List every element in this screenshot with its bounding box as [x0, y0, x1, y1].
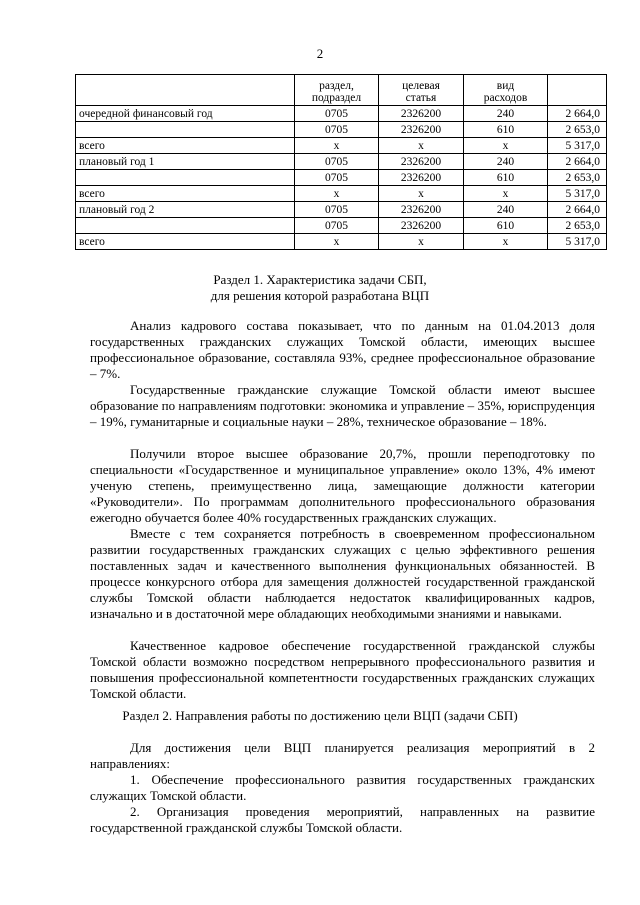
table-cell: x [464, 186, 548, 202]
table-cell: 240 [464, 154, 548, 170]
table-row [76, 186, 607, 202]
table-cell: x [379, 186, 464, 202]
table-cell [76, 170, 295, 186]
paragraph-development-need: Вместе с тем сохраняется потребность в своевременном профессиональном развитии государственных гражданских служащих с целью эффективного решения поставленных задач и качественного выполнения функциональных обязанностей. В процессе конкурсного отбора для замещения должностей государственной гражданской службы Томской области наблюдается недостаток квалифицированных кадров, изначально и в достаточной мере обладающих необходимыми знаниями и навыками. [90, 526, 595, 621]
paragraph-directions-intro: Для достижения цели ВЦП планируется реализация мероприятий в 2 направлениях: [90, 740, 595, 771]
table-row [76, 154, 607, 170]
section-1-title [0, 272, 640, 304]
table-cell: 240 [464, 202, 548, 218]
table-cell: плановый год 2 [76, 202, 295, 218]
table-row [76, 234, 607, 250]
budget-table [75, 74, 607, 250]
table-cell: 2 664,0 [548, 202, 607, 218]
table-cell: x [295, 234, 379, 250]
table-header-cell: раздел, подраздел [295, 75, 379, 106]
table-cell: 0705 [295, 170, 379, 186]
table-cell: плановый год 1 [76, 154, 295, 170]
table-row [76, 218, 607, 234]
table-header-cell [76, 75, 295, 106]
table-row [76, 170, 607, 186]
table-header-cell: целевая статья [379, 75, 464, 106]
table-cell [76, 218, 295, 234]
table-cell: x [295, 138, 379, 154]
paragraph-quality-staffing: Качественное кадровое обеспечение государственной гражданской службы Томской области возможно посредством непрерывного профессионального развития и повышения профессиональной компетентности государственных гражданских служащих Томской области. [90, 638, 595, 701]
section-1-title-line-2: для решения которой разработана ВЦП [210, 288, 430, 303]
list-item-direction-2: 2. Организация проведения мероприятий, направленных на развитие государственной гражданской службы Томской области. [90, 804, 595, 835]
table-cell: 0705 [295, 202, 379, 218]
table-cell: 0705 [295, 218, 379, 234]
table-cell [76, 122, 295, 138]
table-cell: 5 317,0 [548, 138, 607, 154]
table-cell: x [379, 138, 464, 154]
table-cell: 2326200 [379, 154, 464, 170]
table-cell: x [295, 186, 379, 202]
table-header-row [76, 75, 607, 106]
table-cell: 610 [464, 170, 548, 186]
table-cell: 2326200 [379, 218, 464, 234]
paragraph-staff-analysis: Анализ кадрового состава показывает, что по данным на 01.04.2013 доля государственных гражданских служащих Томской области, имеющих высшее профессиональное образование, составляла 93%, среднее профессиональное образование – 7%. [90, 318, 595, 381]
table-cell: 0705 [295, 154, 379, 170]
paragraph-education-areas: Государственные гражданские служащие Томской области имеют высшее образование по направлениям подготовки: экономика и управление – 35%, юриспруденция – 19%, гуманитарные и социальные науки – 28%, техническое образование – 18%. [90, 382, 595, 429]
table-cell: 2326200 [379, 106, 464, 122]
table-cell: 2 664,0 [548, 154, 607, 170]
list-item-direction-1: 1. Обеспечение профессионального развития государственных гражданских служащих Томской области. [90, 772, 595, 803]
table-cell: 0705 [295, 106, 379, 122]
table-cell: 610 [464, 122, 548, 138]
table-row [76, 106, 607, 122]
table-cell: 2326200 [379, 202, 464, 218]
table-cell: 2 653,0 [548, 122, 607, 138]
table-cell: 2326200 [379, 122, 464, 138]
table-header-cell: вид расходов [464, 75, 548, 106]
table-cell: 5 317,0 [548, 186, 607, 202]
section-2-title: Раздел 2. Направления работы по достижению цели ВЦП (задачи СБП) [122, 708, 518, 723]
table-cell: всего [76, 186, 295, 202]
table-row [76, 122, 607, 138]
table-row [76, 202, 607, 218]
paragraph-second-education: Получили второе высшее образование 20,7%, прошли переподготовку по специальности «Государственное и муниципальное управление» около 13%, 4% имеют ученую степень, преимущественно лица, замещающие должности категории «Руководители». По программам дополнительного профессионального образования ежегодно обучается более 40% государственных гражданских служащих. [90, 446, 595, 525]
table-row [76, 138, 607, 154]
page-number: 2 [316, 46, 324, 61]
section-1-title-line-1: Раздел 1. Характеристика задачи СБП, [213, 272, 427, 287]
table-cell: 2326200 [379, 170, 464, 186]
table-cell: всего [76, 138, 295, 154]
table-cell: 240 [464, 106, 548, 122]
table-cell: 2 653,0 [548, 170, 607, 186]
table-cell: очередной финансовый год [76, 106, 295, 122]
table-cell: 0705 [295, 122, 379, 138]
table-cell: x [464, 138, 548, 154]
table-cell: 2 664,0 [548, 106, 607, 122]
table-cell: всего [76, 234, 295, 250]
table-cell: 2 653,0 [548, 218, 607, 234]
table-cell: 5 317,0 [548, 234, 607, 250]
table-cell: x [379, 234, 464, 250]
table-cell: 610 [464, 218, 548, 234]
table-header-cell [548, 75, 607, 106]
table-cell: x [464, 234, 548, 250]
